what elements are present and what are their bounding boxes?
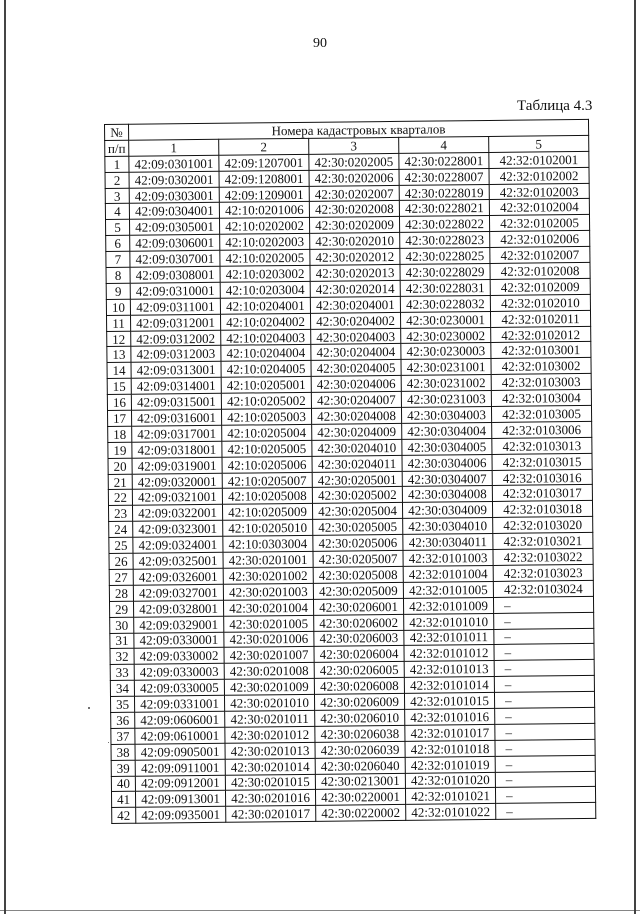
cadastral-number-cell-col-4: 42:32:0101003: [403, 549, 493, 566]
cadastral-number-cell-col-2: 42:10:0205005: [222, 440, 312, 457]
cadastral-number-cell-col-1: 42:09:0315001: [131, 393, 221, 410]
header-column-2: 2: [219, 138, 309, 155]
cadastral-number-cell-col-1: 42:09:0328001: [133, 600, 223, 617]
cadastral-number-cell-col-2: 42:10:0205010: [223, 520, 313, 537]
cadastral-number-cell-col-1: 42:09:0305001: [130, 219, 220, 236]
cadastral-number-cell-col-2: 42:30:0201015: [225, 774, 315, 791]
row-number-cell: 28: [109, 585, 133, 601]
cadastral-number-cell-col-2: 42:30:0201016: [225, 790, 315, 807]
cadastral-number-cell-col-1: 42:09:0301001: [129, 155, 219, 172]
cadastral-number-cell-col-2: 42:30:0201014: [225, 758, 315, 775]
cadastral-number-cell-col-2: 42:10:0205009: [222, 504, 312, 521]
cadastral-number-cell-col-5: 42:32:0102002: [489, 167, 589, 184]
cadastral-number-cell-col-4: 42:30:0304009: [402, 502, 492, 519]
cadastral-number-cell-col-5: –: [494, 660, 594, 677]
cadastral-number-cell-col-4: 42:32:0101014: [404, 677, 494, 694]
row-number-cell: 21: [108, 474, 132, 490]
cadastral-number-cell-col-1: 42:09:0606001: [135, 711, 225, 728]
cadastral-quarters-table: [104, 119, 596, 824]
cadastral-number-cell-col-2: 42:10:0303004: [223, 535, 313, 552]
cadastral-table-wrapper: [104, 119, 596, 824]
cadastral-number-cell-col-2: 42:30:0201013: [225, 742, 315, 759]
cadastral-number-cell-col-3: 42:30:0206008: [314, 678, 404, 695]
cadastral-number-cell-col-5: 42:32:0103016: [492, 469, 592, 486]
header-column-3: 3: [309, 137, 399, 154]
cadastral-number-cell-col-5: 42:32:0103024: [493, 580, 593, 597]
cadastral-number-cell-col-4: 42:30:0304004: [402, 422, 492, 439]
cadastral-number-cell-col-5: –: [494, 612, 594, 629]
cadastral-number-cell-col-4: 42:32:0101017: [405, 724, 495, 741]
cadastral-number-cell-col-1: 42:09:0324001: [133, 536, 223, 553]
cadastral-number-cell-col-4: 42:30:0228029: [400, 263, 490, 280]
cadastral-number-cell-col-2: 42:30:0201002: [223, 567, 313, 584]
cadastral-number-cell-col-3: 42:30:0202008: [309, 201, 399, 218]
cadastral-number-cell-col-5: –: [495, 771, 595, 788]
cadastral-number-cell-col-3: 42:30:0202010: [310, 233, 400, 250]
cadastral-number-cell-col-5: 42:32:0103020: [493, 517, 593, 534]
cadastral-number-cell-col-1: 42:09:0307001: [130, 250, 220, 267]
cadastral-number-cell-col-3: 42:30:0205002: [312, 487, 402, 504]
cadastral-number-cell-col-4: 42:30:0228019: [399, 184, 489, 201]
cadastral-number-cell-col-2: 42:10:0205002: [221, 392, 311, 409]
cadastral-number-cell-col-1: 42:09:0905001: [135, 743, 225, 760]
cadastral-number-cell-col-1: 42:09:0316001: [131, 409, 221, 426]
cadastral-number-cell-col-3: 42:30:0205005: [313, 519, 403, 536]
cadastral-number-cell-col-2: 42:30:0201010: [224, 694, 314, 711]
cadastral-number-cell-col-3: 42:30:0204007: [311, 392, 401, 409]
cadastral-number-cell-col-3: 42:30:0204002: [310, 312, 400, 329]
scan-edge-right: [634, 0, 636, 914]
scan-edge-bottom: [0, 910, 640, 911]
cadastral-number-cell-col-3: 42:30:0206040: [315, 757, 405, 774]
cadastral-number-cell-col-3: 42:30:0206039: [315, 741, 405, 758]
cadastral-number-cell-col-3: 42:30:0204011: [312, 455, 402, 472]
row-number-cell: 1: [105, 156, 129, 172]
row-number-cell: 27: [109, 569, 133, 585]
cadastral-number-cell-col-1: 42:09:0330003: [134, 664, 224, 681]
cadastral-number-cell-col-2: 42:10:0202005: [220, 249, 310, 266]
row-number-cell: 18: [108, 426, 132, 442]
cadastral-number-cell-col-3: 42:30:0205004: [312, 503, 402, 520]
cadastral-number-cell-col-3: 42:30:0204004: [311, 344, 401, 361]
cadastral-number-cell-col-2: 42:30:0201008: [224, 663, 314, 680]
cadastral-number-cell-col-4: 42:30:0228025: [400, 248, 490, 265]
cadastral-number-cell-col-4: 42:30:0230002: [401, 327, 491, 344]
page-number: 90: [313, 36, 327, 51]
cadastral-number-cell-col-2: 42:10:0204003: [221, 329, 311, 346]
cadastral-number-cell-col-5: –: [495, 707, 595, 724]
cadastral-number-cell-col-5: –: [494, 691, 594, 708]
cadastral-number-cell-col-2: 42:30:0201011: [225, 710, 315, 727]
cadastral-number-cell-col-4: 42:32:0101011: [404, 629, 494, 646]
cadastral-number-cell-col-5: 42:32:0102012: [491, 326, 591, 343]
cadastral-number-cell-col-3: 42:30:0202007: [309, 185, 399, 202]
cadastral-number-cell-col-2: 42:10:0204005: [221, 361, 311, 378]
cadastral-number-cell-col-3: 42:30:0204008: [311, 407, 401, 424]
cadastral-number-cell-col-4: 42:32:0101018: [405, 740, 495, 757]
cadastral-number-cell-col-2: 42:30:0201004: [223, 599, 313, 616]
cadastral-number-cell-col-2: 42:10:0205007: [222, 472, 312, 489]
cadastral-number-cell-col-5: 42:32:0102006: [490, 231, 590, 248]
cadastral-number-cell-col-5: 42:32:0102001: [489, 151, 589, 168]
cadastral-number-cell-col-5: 42:32:0103002: [491, 358, 591, 375]
table-caption: Таблица 4.3: [517, 98, 593, 114]
cadastral-number-cell-col-5: 42:32:0103018: [492, 501, 592, 518]
cadastral-number-cell-col-4: 42:32:0101020: [405, 772, 495, 789]
cadastral-number-cell-col-3: 42:30:0204006: [311, 376, 401, 393]
cadastral-number-cell-col-2: 42:10:0204004: [221, 345, 311, 362]
cadastral-number-cell-col-1: 42:09:0312002: [131, 330, 221, 347]
row-number-cell: 5: [106, 220, 130, 236]
cadastral-number-cell-col-1: 42:09:0317001: [132, 425, 222, 442]
cadastral-number-cell-col-5: –: [494, 676, 594, 693]
cadastral-number-cell-col-2: 42:10:0204001: [220, 297, 310, 314]
row-number-cell: 40: [111, 776, 135, 792]
cadastral-number-cell-col-1: 42:09:0319001: [132, 457, 222, 474]
cadastral-number-cell-col-5: 42:32:0103005: [491, 405, 591, 422]
cadastral-number-cell-col-5: –: [494, 628, 594, 645]
cadastral-number-cell-col-4: 42:32:0101021: [405, 788, 495, 805]
row-number-cell: 39: [111, 760, 135, 776]
cadastral-number-cell-col-1: 42:09:0314001: [131, 378, 221, 395]
cadastral-number-cell-col-2: 42:10:0202003: [220, 234, 310, 251]
cadastral-number-cell-col-5: 42:32:0103021: [493, 533, 593, 550]
row-number-cell: 23: [108, 506, 132, 522]
cadastral-number-cell-col-3: 42:30:0202012: [310, 249, 400, 266]
cadastral-number-cell-col-4: 42:32:0101013: [404, 661, 494, 678]
row-number-cell: 33: [110, 664, 134, 680]
cadastral-number-cell-col-2: 42:09:1208001: [219, 170, 309, 187]
cadastral-number-cell-col-1: 42:09:0311001: [130, 298, 220, 315]
cadastral-number-cell-col-2: 42:30:0201001: [223, 551, 313, 568]
cadastral-number-cell-col-5: –: [495, 755, 595, 772]
cadastral-number-cell-col-4: 42:30:0228022: [399, 216, 489, 233]
cadastral-number-cell-col-1: 42:09:0911001: [135, 759, 225, 776]
cadastral-number-cell-col-5: 42:32:0102011: [490, 310, 590, 327]
row-number-cell: 13: [107, 347, 131, 363]
cadastral-number-cell-col-1: 42:09:0313001: [131, 362, 221, 379]
cadastral-number-cell-col-4: 42:32:0101010: [404, 613, 494, 630]
cadastral-number-cell-col-4: 42:30:0228032: [400, 295, 490, 312]
cadastral-number-cell-col-5: –: [495, 787, 595, 804]
row-number-cell: 37: [111, 728, 135, 744]
row-number-cell: 19: [108, 442, 132, 458]
cadastral-number-cell-col-5: 42:32:0102010: [490, 294, 590, 311]
cadastral-number-cell-col-1: 42:09:0323001: [133, 521, 223, 538]
cadastral-number-cell-col-4: 42:30:0304005: [402, 438, 492, 455]
row-number-cell: 32: [110, 649, 134, 665]
cadastral-number-cell-col-2: 42:09:1207001: [219, 154, 309, 171]
cadastral-number-cell-col-1: 42:09:0304001: [129, 203, 219, 220]
cadastral-number-cell-col-3: 42:30:0206005: [314, 662, 404, 679]
cadastral-number-cell-col-2: 42:10:0202002: [219, 218, 309, 235]
cadastral-number-cell-col-5: 42:32:0102009: [490, 278, 590, 295]
cadastral-number-cell-col-2: 42:10:0205001: [221, 377, 311, 394]
cadastral-number-cell-col-1: 42:09:0330002: [134, 648, 224, 665]
cadastral-number-cell-col-1: 42:09:0302001: [129, 171, 219, 188]
cadastral-number-cell-col-4: 42:30:0304007: [402, 470, 492, 487]
cadastral-number-cell-col-5: –: [495, 723, 595, 740]
cadastral-number-cell-col-4: 42:30:0230003: [401, 343, 491, 360]
cadastral-number-cell-col-5: 42:32:0103013: [492, 437, 592, 454]
row-number-cell: 7: [106, 251, 130, 267]
cadastral-number-cell-col-3: 42:30:0205001: [312, 471, 402, 488]
cadastral-number-cell-col-5: –: [493, 596, 593, 613]
cadastral-number-cell-col-1: 42:09:0303001: [129, 187, 219, 204]
cadastral-number-cell-col-1: 42:09:0330001: [134, 632, 224, 649]
cadastral-number-cell-col-3: 42:30:0205007: [313, 550, 403, 567]
cadastral-number-cell-col-3: 42:30:0204010: [312, 439, 402, 456]
cadastral-number-cell-col-1: 42:09:0325001: [133, 552, 223, 569]
row-number-cell: 15: [107, 378, 131, 394]
cadastral-number-cell-col-5: 42:32:0103004: [491, 390, 591, 407]
cadastral-number-cell-col-3: 42:30:0202006: [309, 169, 399, 186]
row-number-cell: 10: [106, 299, 130, 315]
header-column-5: 5: [489, 135, 589, 152]
cadastral-number-cell-col-4: 42:32:0101015: [404, 693, 494, 710]
cadastral-number-cell-col-3: 42:30:0204003: [311, 328, 401, 345]
cadastral-number-cell-col-3: 42:30:0205006: [313, 535, 403, 552]
cadastral-number-cell-col-4: 42:30:0231001: [401, 359, 491, 376]
cadastral-number-cell-col-3: 42:30:0213001: [315, 773, 405, 790]
cadastral-number-cell-col-3: 42:30:0206002: [314, 614, 404, 631]
row-number-cell: 41: [111, 792, 135, 808]
row-number-cell: 42: [112, 808, 136, 824]
header-number-label: №: [105, 124, 129, 140]
cadastral-number-cell-col-3: 42:30:0202009: [309, 217, 399, 234]
cadastral-number-cell-col-2: 42:10:0205004: [222, 424, 312, 441]
cadastral-number-cell-col-4: 42:30:0231002: [401, 375, 491, 392]
cadastral-number-cell-col-2: 42:30:0201005: [224, 615, 314, 632]
cadastral-number-cell-col-2: 42:30:0201017: [226, 806, 316, 823]
header-column-1: 1: [129, 139, 219, 156]
cadastral-number-cell-col-4: 42:32:0101022: [406, 804, 496, 821]
cadastral-number-cell-col-5: –: [496, 803, 596, 820]
row-number-cell: 16: [107, 394, 131, 410]
row-number-cell: 34: [110, 680, 134, 696]
cadastral-number-cell-col-4: 42:30:0228001: [399, 152, 489, 169]
cadastral-number-cell-col-1: 42:09:0308001: [130, 266, 220, 283]
cadastral-number-cell-col-5: 42:32:0103015: [492, 453, 592, 470]
cadastral-number-cell-col-3: 42:30:0202005: [309, 153, 399, 170]
cadastral-number-cell-col-5: 42:32:0103006: [492, 421, 592, 438]
row-number-cell: 30: [110, 617, 134, 633]
cadastral-number-cell-col-1: 42:09:0913001: [135, 791, 225, 808]
cadastral-number-cell-col-2: 42:30:0201009: [224, 678, 314, 695]
row-number-cell: 17: [108, 410, 132, 426]
cadastral-number-cell-col-1: 42:09:0326001: [133, 568, 223, 585]
row-number-cell: 31: [110, 633, 134, 649]
scan-speck: [108, 742, 109, 743]
cadastral-number-cell-col-4: 42:32:0101012: [404, 645, 494, 662]
cadastral-number-cell-col-3: 42:30:0220001: [315, 789, 405, 806]
cadastral-number-cell-col-5: 42:32:0103001: [491, 342, 591, 359]
cadastral-number-cell-col-1: 42:09:0321001: [132, 489, 222, 506]
row-number-cell: 8: [106, 267, 130, 283]
cadastral-number-cell-col-2: 42:30:0201012: [225, 726, 315, 743]
cadastral-number-cell-col-5: 42:32:0102005: [489, 215, 589, 232]
cadastral-number-cell-col-5: 42:32:0102004: [489, 199, 589, 216]
cadastral-number-cell-col-1: 42:09:0912001: [135, 775, 225, 792]
cadastral-number-cell-col-4: 42:30:0228031: [400, 279, 490, 296]
row-number-cell: 2: [105, 172, 129, 188]
cadastral-number-cell-col-4: 42:30:0228023: [400, 232, 490, 249]
cadastral-number-cell-col-5: 42:32:0103003: [491, 374, 591, 391]
cadastral-number-cell-col-2: 42:30:0201007: [224, 647, 314, 664]
cadastral-number-cell-col-3: 42:30:0206004: [314, 646, 404, 663]
scan-edge-left: [4, 0, 6, 914]
cadastral-number-cell-col-1: 42:09:0310001: [130, 282, 220, 299]
cadastral-number-cell-col-4: 42:32:0101009: [403, 597, 493, 614]
row-number-cell: 26: [109, 553, 133, 569]
cadastral-number-cell-col-4: 42:30:0304008: [402, 486, 492, 503]
cadastral-number-cell-col-1: 42:09:0318001: [132, 441, 222, 458]
row-number-cell: 24: [109, 521, 133, 537]
cadastral-number-cell-col-5: 42:32:0102007: [490, 247, 590, 264]
cadastral-number-cell-col-1: 42:09:0320001: [132, 473, 222, 490]
row-number-cell: 3: [105, 188, 129, 204]
cadastral-number-cell-col-4: 42:30:0304010: [403, 518, 493, 535]
cadastral-number-cell-col-1: 42:09:0331001: [134, 695, 224, 712]
row-number-cell: 22: [108, 490, 132, 506]
table-body: [105, 119, 596, 823]
cadastral-number-cell-col-1: 42:09:0329001: [134, 616, 224, 633]
cadastral-number-cell-col-4: 42:30:0304006: [402, 454, 492, 471]
cadastral-number-cell-col-4: 42:32:0101004: [403, 565, 493, 582]
cadastral-number-cell-col-2: 42:10:0205008: [222, 488, 312, 505]
cadastral-number-cell-col-4: 42:30:0231003: [401, 391, 491, 408]
cadastral-number-cell-col-4: 42:32:0101016: [405, 708, 495, 725]
header-number-sublabel: п/п: [105, 140, 129, 156]
cadastral-number-cell-col-5: 42:32:0103023: [493, 564, 593, 581]
cadastral-number-cell-col-2: 42:30:0201006: [224, 631, 314, 648]
cadastral-number-cell-col-1: 42:09:0312001: [131, 314, 221, 331]
cadastral-number-cell-col-3: 42:30:0206038: [315, 725, 405, 742]
row-number-cell: 29: [109, 601, 133, 617]
cadastral-number-cell-col-3: 42:30:0206009: [314, 693, 404, 710]
scan-speck: [88, 707, 90, 709]
cadastral-number-cell-col-5: –: [495, 739, 595, 756]
row-number-cell: 38: [111, 744, 135, 760]
row-number-cell: 25: [109, 537, 133, 553]
cadastral-number-cell-col-2: 42:10:0203004: [220, 281, 310, 298]
header-column-4: 4: [399, 136, 489, 153]
cadastral-number-cell-col-3: 42:30:0204005: [311, 360, 401, 377]
cadastral-number-cell-col-5: –: [494, 644, 594, 661]
cadastral-number-cell-col-5: 42:32:0103022: [493, 548, 593, 565]
cadastral-number-cell-col-1: 42:09:0312003: [131, 346, 221, 363]
row-number-cell: 20: [108, 458, 132, 474]
row-number-cell: 4: [105, 204, 129, 220]
cadastral-number-cell-col-2: 42:30:0201003: [223, 583, 313, 600]
cadastral-number-cell-col-4: 42:32:0101005: [403, 581, 493, 598]
cadastral-number-cell-col-1: 42:09:0610001: [135, 727, 225, 744]
row-number-cell: 36: [111, 712, 135, 728]
cadastral-number-cell-col-3: 42:30:0202013: [310, 264, 400, 281]
cadastral-number-cell-col-1: 42:09:0330005: [134, 679, 224, 696]
cadastral-number-cell-col-3: 42:30:0205008: [313, 566, 403, 583]
row-number-cell: 14: [107, 363, 131, 379]
cadastral-number-cell-col-4: 42:30:0228021: [399, 200, 489, 217]
cadastral-number-cell-col-3: 42:30:0202014: [310, 280, 400, 297]
cadastral-number-cell-col-2: 42:10:0204002: [220, 313, 310, 330]
row-number-cell: 6: [106, 235, 130, 251]
cadastral-number-cell-col-2: 42:10:0201006: [219, 202, 309, 219]
cadastral-number-cell-col-5: 42:32:0102003: [489, 183, 589, 200]
cadastral-number-cell-col-2: 42:10:0205003: [221, 408, 311, 425]
cadastral-number-cell-col-3: 42:30:0204009: [312, 423, 402, 440]
cadastral-number-cell-col-1: 42:09:0322001: [132, 505, 222, 522]
cadastral-number-cell-col-1: 42:09:0306001: [130, 235, 220, 252]
cadastral-number-cell-col-3: 42:30:0206003: [314, 630, 404, 647]
cadastral-number-cell-col-3: 42:30:0220002: [316, 805, 406, 822]
cadastral-number-cell-col-3: 42:30:0206010: [315, 709, 405, 726]
cadastral-number-cell-col-1: 42:09:0327001: [133, 584, 223, 601]
row-number-cell: 12: [107, 331, 131, 347]
cadastral-number-cell-col-3: 42:30:0206001: [313, 598, 403, 615]
cadastral-number-cell-col-3: 42:30:0205009: [313, 582, 403, 599]
cadastral-number-cell-col-4: 42:30:0304003: [401, 406, 491, 423]
row-number-cell: 11: [107, 315, 131, 331]
row-number-cell: 35: [110, 696, 134, 712]
cadastral-number-cell-col-2: 42:10:0203002: [220, 265, 310, 282]
cadastral-number-cell-col-4: 42:30:0230001: [400, 311, 490, 328]
header-group-title: Номера кадастровых кварталов: [129, 119, 589, 140]
cadastral-number-cell-col-4: 42:32:0101019: [405, 756, 495, 773]
cadastral-number-cell-col-2: 42:09:1209001: [219, 186, 309, 203]
cadastral-number-cell-col-1: 42:09:0935001: [136, 807, 226, 824]
cadastral-number-cell-col-3: 42:30:0204001: [310, 296, 400, 313]
cadastral-number-cell-col-2: 42:10:0205006: [222, 456, 312, 473]
cadastral-number-cell-col-5: 42:32:0103017: [492, 485, 592, 502]
cadastral-number-cell-col-4: 42:30:0304011: [403, 534, 493, 551]
cadastral-number-cell-col-5: 42:32:0102008: [490, 262, 590, 279]
cadastral-number-cell-col-4: 42:30:0228007: [399, 168, 489, 185]
row-number-cell: 9: [106, 283, 130, 299]
